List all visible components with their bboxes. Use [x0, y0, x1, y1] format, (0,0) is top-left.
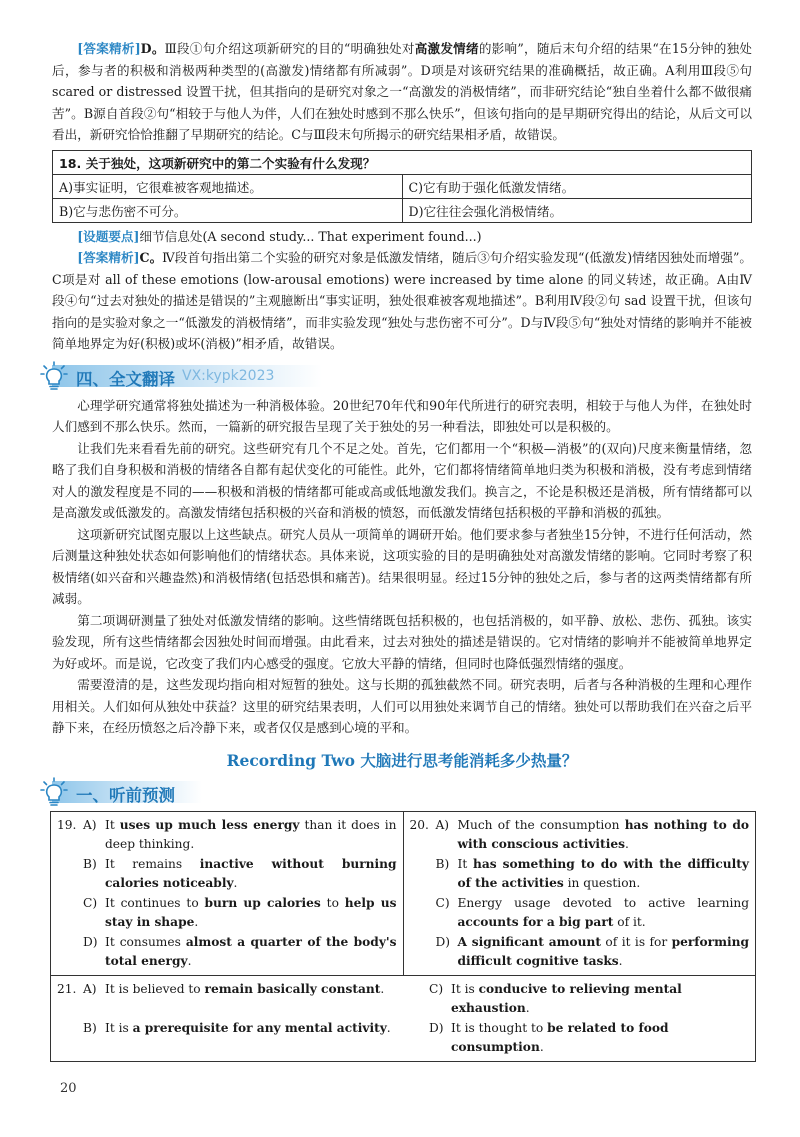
q20-option-letter: A)	[435, 817, 450, 832]
q21-option-row	[57, 980, 749, 1019]
q21-number: 21.	[57, 981, 77, 996]
q19-option-letter: A)	[83, 817, 97, 832]
keyword-phrase: has something to do with the difficulty of the activities	[457, 856, 749, 890]
option-phrase: .	[618, 954, 623, 968]
recording-two-title: Recording Two 大脑进行思考能消耗多少热量？	[226, 750, 578, 770]
translation-paragraph-3: 这项新研究试图克服以上这些缺点。研究人员从一项简单的调研开始。他们要求参与者独坐15分钟，不进行任何活动，然后测量这种独处状态如何影响他们的情绪状态。具体来说，这项实验的目的是明确独处对高激发情绪的影响。它同时考察了积极情绪(如兴奋和兴趣盎然)和消极情绪(包括恐惧和痛苦)。结果很明显。经过15分钟的独处之后，参与者的这两类情绪都有所减弱。	[52, 526, 752, 606]
q20-option	[410, 816, 750, 855]
q19-option	[57, 894, 397, 933]
answer18-letter: C。	[139, 250, 163, 265]
translation-paragraph-2: 让我们先来看看先前的研究。这些研究有几个不足之处。首先，它们都用一个“积极—消极”的(双向)尺度来衡量情绪，忽略了我们自身积极和消极的情绪各自都有起伏变化的可能性。此外，它们都将情绪简单地归类为积极和消极，没有考虑到情绪对人的激发程度是不同的——积极和消极的情绪都可能或高或低地激发我们。换言之，不论是积极还是消极，所有情绪都可以是高激发或低激发的。高激发情绪包括积极的兴奋和消极的愤怒，而低激发情绪包括积极的平静和消极的孤独。	[52, 440, 752, 520]
keyword-phrase: help us stay in shape	[105, 895, 397, 929]
keyword-phrase: a prerequisite for any mental activity	[132, 1020, 387, 1035]
keyword-phrase: inactive without burning calories noticeably	[105, 856, 397, 890]
option-phrase: .	[624, 837, 629, 851]
option-phrase: It is thought to	[451, 1020, 548, 1035]
q20-option	[410, 855, 750, 894]
translation-paragraph-5: 需要澄清的是，这些发现均指向相对短暂的独处。这与长期的孤独截然不同。研究表明，后者与各种消极的生理和心理作用相关。人们如何从独处中获益？这里的研究结果表明，人们可以用独处来调节自己的情绪。独处可以帮助我们在兴奋之后平静下来，在经历愤怒之后冷静下来，或者仅仅是感到心境的平和。	[52, 677, 752, 735]
q19-number	[57, 894, 83, 933]
option-phrase: It	[105, 817, 120, 832]
q20-option-text	[458, 933, 750, 972]
q18-table	[52, 150, 752, 223]
option-phrase: Much of the consumption	[457, 817, 625, 832]
keyword-phrase: remain basically constant	[204, 981, 381, 996]
answer17-label: [答案精析]	[77, 41, 141, 56]
option-phrase: .	[187, 954, 192, 968]
section4-heading	[40, 361, 752, 391]
q20-option-text	[458, 855, 750, 894]
q20-option	[410, 894, 750, 933]
q20-cell	[403, 811, 756, 975]
q19-option-letter: C)	[83, 895, 98, 910]
option-phrase: It consumes	[105, 934, 186, 949]
q18-point-label: [设题要点]	[77, 228, 140, 244]
keyword-phrase: burn up calories	[204, 895, 321, 910]
keyword-phrase: conducive to relieving mental exhaustion	[451, 981, 682, 1015]
answer17-bold: 高激发情绪	[414, 41, 479, 56]
q21-number	[57, 1019, 83, 1058]
q21-option	[429, 980, 749, 1019]
answer17-text-a: Ⅲ段①句介绍这项新研究的目的“明确独处对	[164, 41, 415, 56]
q21-option-text	[105, 980, 384, 1019]
option-phrase: of it.	[613, 915, 646, 929]
q18-option-b: B)它与悲伤密不可分。	[53, 198, 403, 222]
option-phrase: Energy usage devoted to active learning	[457, 895, 749, 910]
q21-cell	[51, 975, 756, 1061]
option-phrase: .	[525, 1001, 530, 1015]
q21-option	[83, 1019, 429, 1058]
options-table	[50, 811, 756, 1062]
option-phrase: It is	[451, 981, 479, 996]
watermark-text: VX:kypk2023	[182, 367, 275, 384]
lightbulb-icon	[40, 361, 68, 391]
page-number: 20	[60, 1081, 77, 1096]
q21-option-letter: D)	[429, 1020, 444, 1035]
keyword-phrase: accounts for a big part	[457, 915, 614, 929]
q19-option	[57, 855, 397, 894]
keyword-phrase: A significant amount	[457, 934, 601, 949]
q21-option	[429, 1019, 749, 1058]
q20-option-text	[458, 816, 750, 855]
q19-option	[57, 933, 397, 972]
q20-option	[410, 933, 750, 972]
q19-number: 19.	[57, 817, 77, 832]
option-phrase: .	[539, 1040, 544, 1054]
option-phrase: It continues to	[105, 895, 205, 910]
q18-option-d: D)它往往会强化消极情绪。	[402, 198, 752, 222]
keyword-phrase: almost a quarter of the body's total energy	[105, 934, 397, 968]
q21-option-row	[57, 1019, 749, 1058]
answer17-letter: D。	[140, 41, 165, 56]
q20-number	[410, 933, 436, 972]
option-phrase: .	[386, 1020, 391, 1035]
option-phrase: of it is for	[601, 934, 672, 949]
q18-option-a: A)事实证明，它很难被客观地描述。	[53, 174, 403, 198]
section1-heading	[40, 777, 752, 807]
option-phrase: than it does in deep thinking.	[105, 817, 397, 851]
q20-option-letter: D)	[435, 934, 451, 949]
q20-number	[410, 894, 436, 933]
q19-cell	[51, 811, 404, 975]
page-content	[52, 38, 752, 1062]
q21-option-letter: B)	[83, 1020, 97, 1035]
answer17-paragraph	[52, 38, 752, 146]
q21-option-text	[451, 1019, 749, 1058]
q21-option	[83, 980, 429, 1019]
option-phrase: .	[194, 915, 199, 929]
q18-option-c: C)它有助于强化低激发情绪。	[402, 174, 752, 198]
q19-option-text	[105, 816, 397, 855]
q19-option-text	[105, 894, 397, 933]
q21-option-letter: C)	[429, 981, 444, 996]
option-phrase: It is	[105, 1020, 133, 1035]
q19-option-letter: D)	[83, 934, 98, 949]
section1-title: 一、听前预测	[76, 785, 175, 805]
option-phrase: It is believed to	[105, 981, 205, 996]
answer17-text-b: 的影响”，随后末句介绍的结果“在15分钟的独处后，参与者的积极和消极两种类型的(高激发)情绪都有所减弱”。D项是对该研究结果的准确概括，故正确。A利用Ⅲ段⑤句 scared or distressed 设置干扰，但其指向的是研究对象之一“高激发的消极情绪”，而非研究结论“独自坐着什么都不做很痛苦”。B源自首段②句“相较于与他人为伴，人们在独处时感到不那么快乐”，但该句指向的是早期研究得出的结论，从后文可以看出，新研究恰恰推翻了早期研究的结论。C与Ⅲ段末句所揭示的研究结果相矛盾，故错误。	[52, 41, 753, 142]
q20-option-text	[458, 894, 750, 933]
option-phrase: .	[380, 981, 385, 996]
q20-option-letter: C)	[435, 895, 450, 910]
keyword-phrase: uses up much less energy	[119, 817, 300, 832]
keyword-phrase: be related to food consumption	[451, 1020, 669, 1054]
q21-option-letter: A)	[83, 981, 97, 996]
q20-number: 20.	[409, 817, 429, 832]
answer18-label: [答案精析]	[77, 250, 140, 265]
q19-option-text	[105, 933, 397, 972]
q20-number	[410, 855, 436, 894]
section4-title: 四、全文翻译	[76, 369, 175, 389]
q18-stem: 18. 关于独处，这项新研究中的第二个实验有什么发现？	[53, 150, 752, 174]
q19-number	[57, 855, 83, 894]
q20-options	[410, 816, 750, 972]
q21-options	[57, 980, 749, 1058]
q21-option-text	[451, 980, 749, 1019]
q19-option-text	[105, 855, 397, 894]
q19-number	[57, 933, 83, 972]
option-phrase: It	[457, 856, 473, 871]
q18-point-text: 细节信息处(A second study... That experiment found...)	[139, 228, 482, 244]
option-phrase: in question.	[563, 876, 641, 890]
q20-option-letter: B)	[435, 856, 450, 871]
q18-point-paragraph	[52, 226, 752, 248]
q19-option-letter: B)	[83, 856, 97, 871]
answer18-paragraph	[52, 247, 752, 355]
option-phrase: to	[320, 895, 345, 910]
keyword-phrase: has nothing to do with conscious activities	[457, 817, 749, 851]
option-phrase: It remains	[105, 856, 200, 871]
option-phrase: .	[233, 876, 238, 890]
keyword-phrase: performing difficult cognitive tasks	[457, 934, 750, 968]
lightbulb-icon	[40, 777, 68, 807]
translation-paragraph-1: 心理学研究通常将独处描述为一种消极体验。20世纪70年代和90年代所进行的研究表明，相较于与他人为伴，在独处时人们感到不那么快乐。然而，一篇新的研究报告呈现了关于独处的另一种看法，即独处可以是积极的。	[52, 397, 752, 434]
q19-options	[57, 816, 397, 972]
q21-option-text	[105, 1019, 391, 1058]
q19-option	[57, 816, 397, 855]
answer18-text: Ⅳ段首句指出第二个实验的研究对象是低激发情绪，随后③句介绍实验发现“(低激发)情绪因独处而增强”。C项是对 all of these emotions (low-arousal emotions) were increased by time alone 的同义转述，故正确。A由Ⅳ段④句“过去对独处的描述是错误的”主观臆断出“事实证明，独处很难被客观地描述”。B利用Ⅳ段②句 sad 设置干扰，但该句指向的是实验对象之一“低激发的消极情绪”，而非实验发现“独处与悲伤密不可分”。D与Ⅳ段⑤句“独处对情绪的影响并不能被简单地界定为好(积极)或坏(消极)”相矛盾，故错误。	[52, 250, 752, 351]
translation-paragraph-4: 第二项调研测量了独处对低激发情绪的影响。这些情绪既包括积极的，也包括消极的，如平静、放松、悲伤、孤独。该实验发现，所有这些情绪都会因独处时间而增强。由此看来，过去对独处的描述是错误的。它对情绪的影响并不能被简单地界定为好或坏。而是说，它改变了我们内心感受的强度。它放大平静的情绪，但同时也降低强烈情绪的强度。	[52, 612, 752, 671]
